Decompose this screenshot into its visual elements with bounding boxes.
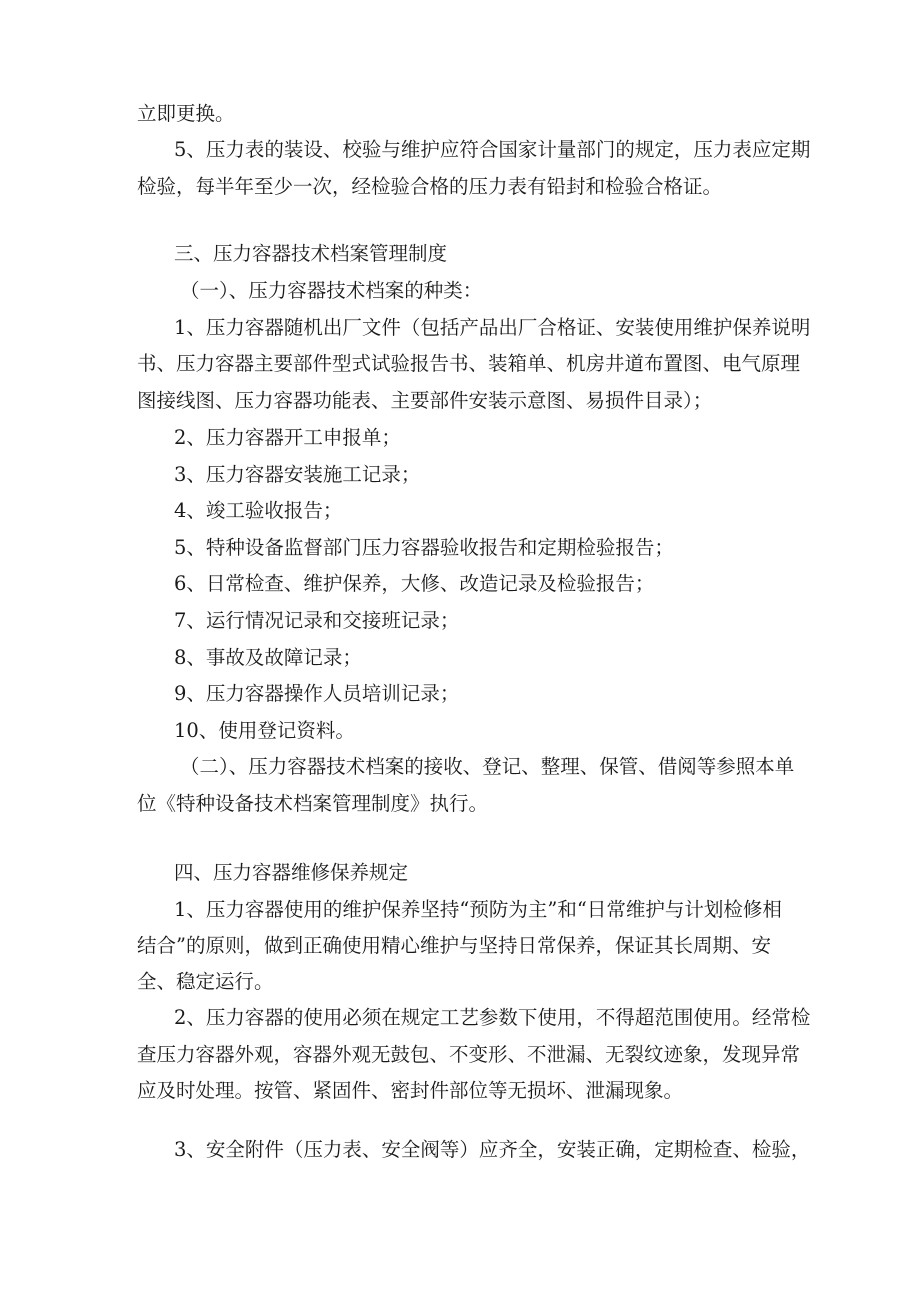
text-line: 立即更换。 <box>137 102 235 125</box>
text-line: 3、安全附件（压力表、安全阀等）应齐全，安装正确，定期检查、检验， <box>174 1138 811 1161</box>
section-heading: 三、压力容器技术档案管理制度 <box>174 242 448 265</box>
subsection-heading: （二）、压力容器技术档案的接收、登记、整理、保管、借阅等参照本单 <box>180 755 795 778</box>
text-line: 1、压力容器随机出厂文件（包括产品出厂合格证、安装使用维护保养说明 <box>174 316 811 339</box>
section-heading: 四、压力容器维修保养规定 <box>174 861 409 884</box>
text-line: 应及时处理。按管、紧固件、密封件部位等无损坏、泄漏现象。 <box>137 1079 684 1102</box>
text-line: 书、压力容器主要部件型式试验报告书、装箱单、机房井道布置图、电气原理 <box>137 352 801 375</box>
text-line: 2、压力容器的使用必须在规定工艺参数下使用，不得超范围使用。经常检 <box>174 1006 811 1029</box>
text-line: 检验，每半年至少一次，经检验合格的压力表有铅封和检验合格证。 <box>137 175 723 198</box>
list-item: 5、特种设备监督部门压力容器验收报告和定期检验报告； <box>174 536 674 559</box>
text-line: 5、压力表的装设、校验与维护应符合国家计量部门的规定，压力表应定期 <box>174 138 811 161</box>
text-line: 结合”的原则，做到正确使用精心维护与坚持日常保养，保证其长周期、安 <box>137 934 771 957</box>
list-item: 2、压力容器开工申报单； <box>174 426 401 449</box>
subsection-heading: （一）、压力容器技术档案的种类： <box>180 279 483 302</box>
list-item: 6、日常检查、维护保养，大修、改造记录及检验报告； <box>174 572 655 595</box>
list-item: 10、使用登记资料。 <box>174 719 355 742</box>
list-item: 9、压力容器操作人员培训记录； <box>174 682 460 705</box>
text-line: 1、压力容器使用的维护保养坚持“预防为主”和“日常维护与计划检修相 <box>174 898 782 921</box>
list-item: 7、运行情况记录和交接班记录； <box>174 609 460 632</box>
text-line: 全、稳定运行。 <box>137 970 274 993</box>
text-line: 位《特种设备技术档案管理制度》执行。 <box>137 792 489 815</box>
list-item: 8、事故及故障记录； <box>174 646 362 669</box>
list-item: 4、竣工验收报告； <box>174 499 343 522</box>
list-item: 3、压力容器安装施工记录； <box>174 463 421 486</box>
text-line: 查压力容器外观，容器外观无鼓包、不变形、不泄漏、无裂纹迹象，发现异常 <box>137 1043 801 1066</box>
text-line: 图接线图、压力容器功能表、主要部件安装示意图、易损件目录）； <box>137 389 713 412</box>
